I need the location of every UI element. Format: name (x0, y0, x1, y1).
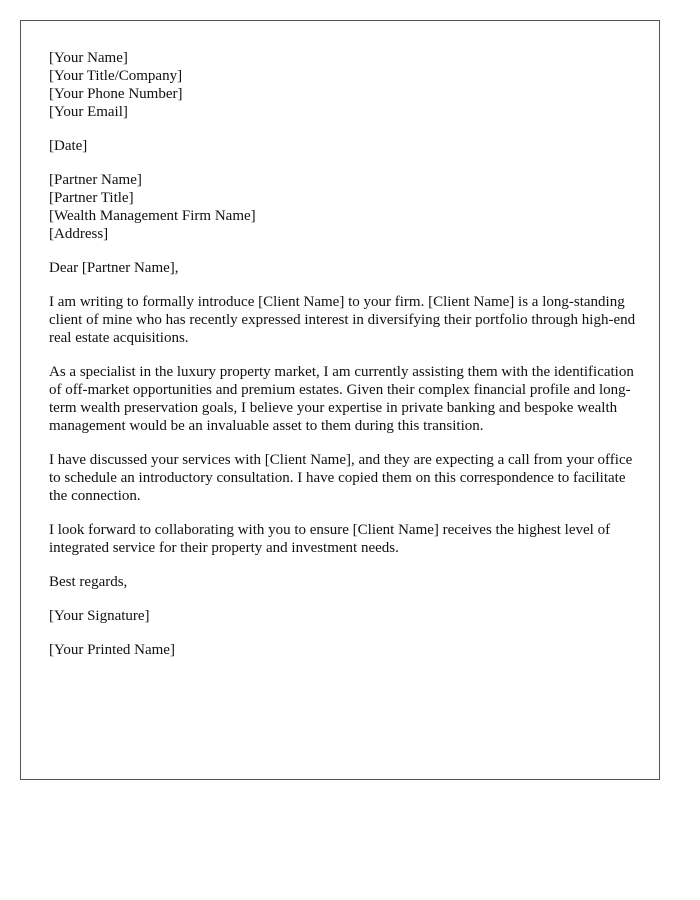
recipient-title: [Partner Title] (49, 190, 134, 206)
body-paragraph-2: As a specialist in the luxury property market, I am currently assisting them with the identification of off-market opportunities and premium estates. Given their complex financial profile and long-term wealth preservation goals, I believe your expertise in private banking and bespoke wealth management would be an invaluable asset to them during this transition. (49, 364, 634, 434)
sender-phone: [Your Phone Number] (49, 86, 183, 102)
date-block (49, 137, 639, 155)
printed-name: [Your Printed Name] (49, 642, 175, 658)
sender-name: [Your Name] (49, 50, 128, 66)
recipient-block (49, 171, 639, 243)
letter-page (20, 20, 660, 780)
salutation: Dear [Partner Name], (49, 260, 179, 276)
sender-title-company: [Your Title/Company] (49, 68, 183, 84)
closing: Best regards, (49, 574, 128, 590)
body-paragraph-1: I am writing to formally introduce [Client Name] to your firm. [Client Name] is a long-standing client of mine who has recently expressed interest in diversifying their portfolio through high-end real estate acquisitions. (49, 294, 636, 346)
sender-email: [Your Email] (49, 104, 128, 120)
body-paragraph-4: I look forward to collaborating with you to ensure [Client Name] receives the highest level of integrated service for their property and investment needs. (49, 522, 611, 556)
signature: [Your Signature] (49, 608, 150, 624)
body-paragraph-3: I have discussed your services with [Client Name], and they are expecting a call from your office to schedule an introductory consultation. I have copied them on this correspondence to facilitate the connection. (49, 452, 633, 504)
recipient-address: [Address] (49, 226, 109, 242)
recipient-firm: [Wealth Management Firm Name] (49, 208, 256, 224)
recipient-name: [Partner Name] (49, 172, 142, 188)
letter-body (49, 49, 639, 675)
letter-date: [Date] (49, 138, 88, 154)
sender-block (49, 49, 639, 121)
